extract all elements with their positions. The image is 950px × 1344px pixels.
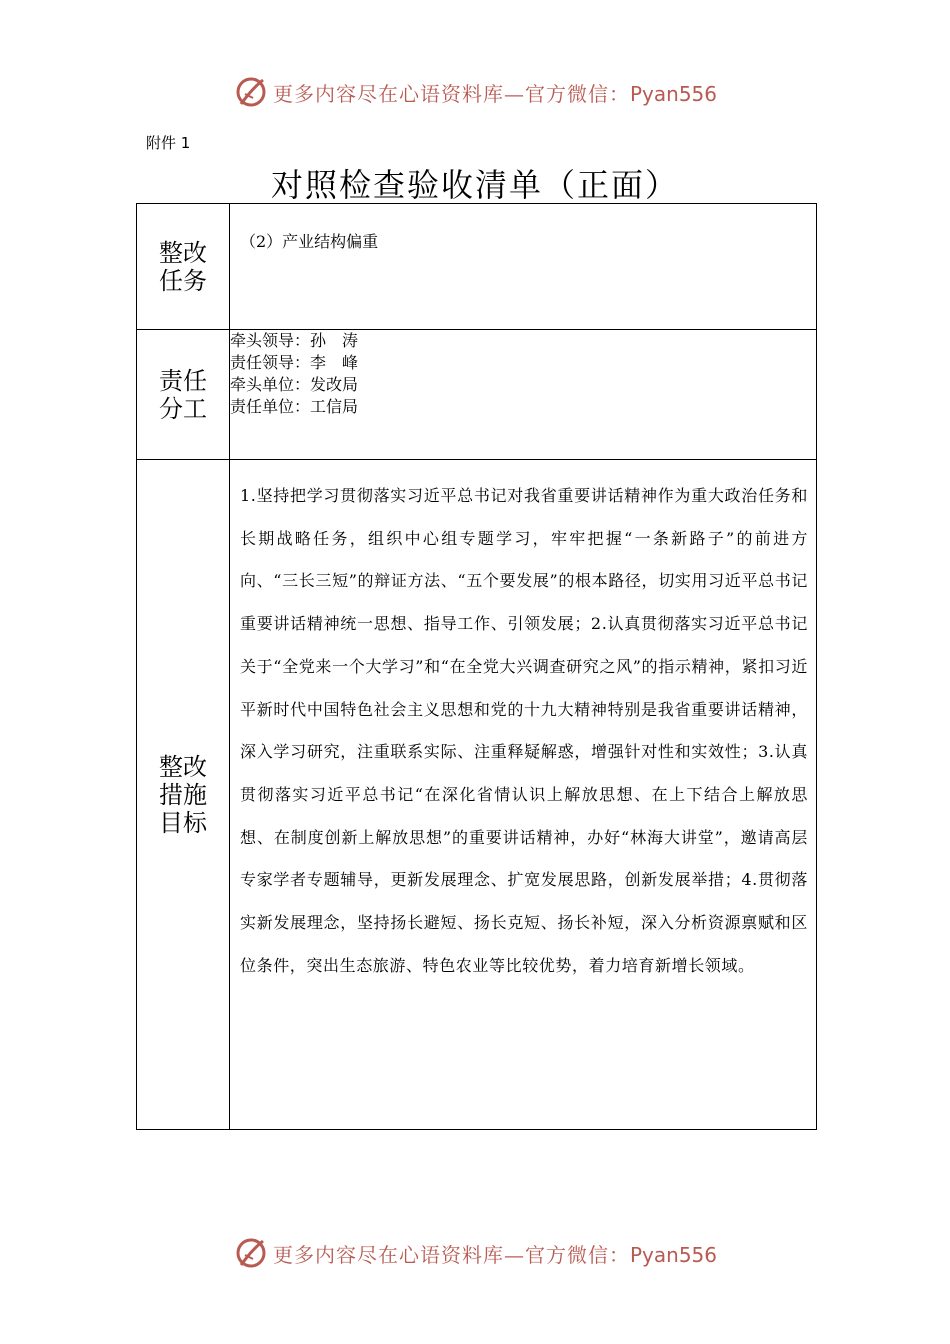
page-title: 对照检查验收清单（正面） [270, 166, 679, 204]
assignment-content-cell [230, 330, 817, 460]
measures-label: 整改措施目标 [159, 752, 207, 837]
lead-leader: 牵头领导：孙 涛 [230, 331, 359, 350]
task-label: 整改任务 [159, 238, 207, 295]
table-row-task [137, 204, 817, 330]
task-content-cell [230, 204, 817, 330]
measures-content-cell [230, 460, 817, 1130]
attachment-label: 附件 1 [146, 134, 191, 152]
task-label-cell [137, 204, 230, 330]
checklist-table [136, 203, 817, 1130]
measures-content: 1.坚持把学习贯彻落实习近平总书记对我省重要讲话精神作为重大政治任务和长期战略任务，组织中心组专题学习，牢牢把握“一条新路子”的前进方向、“三长三短”的辩证方法、“五个要发展”的根本路径，切实用习近平总书记重要讲话精神统一思想、指导工作、引领发展；2.认真贯彻落实习近平总书记关于“全党来一个大学习”和“在全党大兴调查研究之风”的指示精神，紧扣习近平新时代中国特色社会主义思想和党的十九大精神特别是我省重要讲话精神，深入学习研究，注重联系实际、注重释疑解惑，增强针对性和实效性；3.认真贯彻落实习近平总书记“在深化省情认识上解放思想、在上下结合上解放思想、在制度创新上解放思想”的重要讲话精神，办好“林海大讲堂”，邀请高层专家学者专题辅导，更新发展理念、扩宽发展思路，创新发展举措；4.贯彻落实新发展理念，坚持扬长避短、扬长克短、扬长补短，深入分析资源禀赋和区位条件，突出生态旅游、特色农业等比较优势，着力培育新增长领域。 [240, 486, 808, 975]
logo-icon [233, 1235, 269, 1271]
wechat-id: Pyan556 [629, 81, 717, 106]
footer-banner [0, 1233, 950, 1273]
assignment-label: 责任分工 [159, 366, 207, 423]
assignment-label-cell [137, 330, 230, 460]
banner-text: 更多内容尽在心语资料库—官方微信：Pyan556 [272, 1242, 717, 1267]
header-banner [0, 72, 950, 112]
table-row-assignment [137, 330, 817, 460]
wechat-id: Pyan556 [629, 1242, 717, 1267]
logo-icon [233, 74, 269, 110]
measures-label-cell [137, 460, 230, 1130]
task-content: （2）产业结构偏重 [240, 232, 379, 251]
lead-unit: 牵头单位：发改局 [230, 375, 359, 394]
table-row-measures [137, 460, 817, 1130]
banner-text: 更多内容尽在心语资料库—官方微信：Pyan556 [272, 81, 717, 106]
responsible-unit: 责任单位：工信局 [230, 397, 359, 416]
responsible-leader: 责任领导：李 峰 [230, 353, 359, 372]
